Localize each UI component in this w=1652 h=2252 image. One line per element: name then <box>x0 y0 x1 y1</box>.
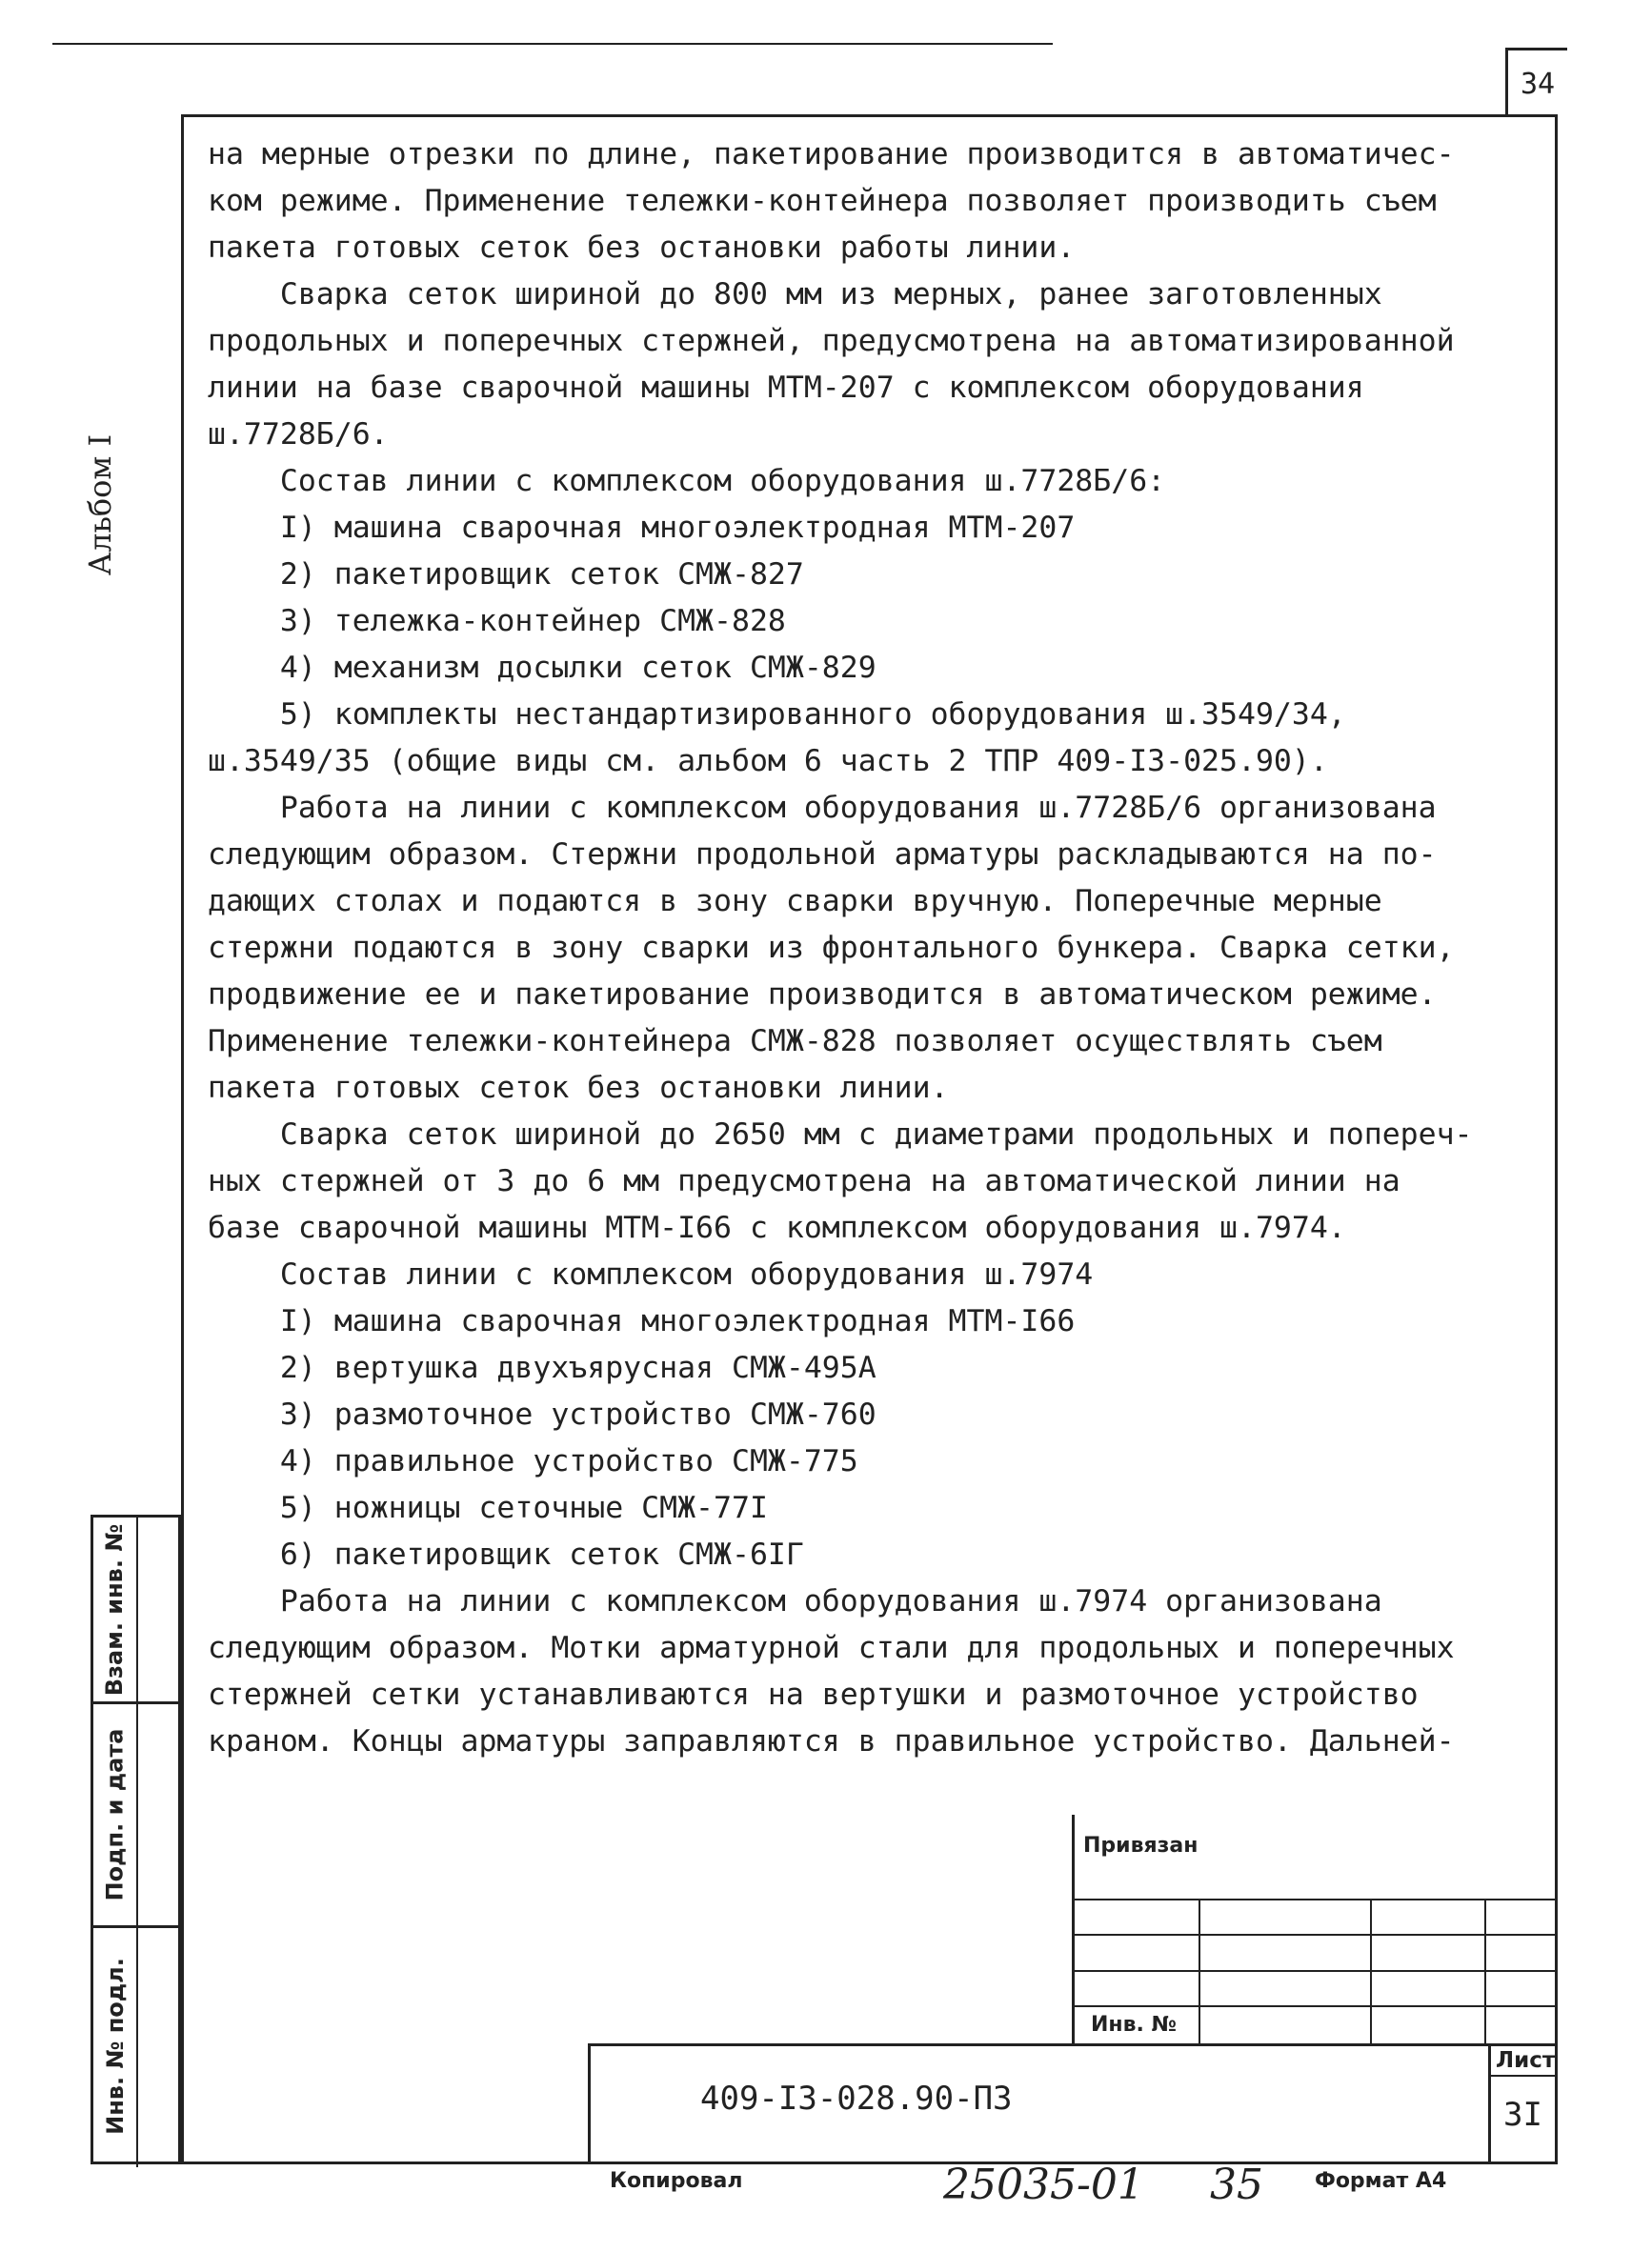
body-line: Применение тележки-контейнера СМЖ-828 позволяет осуществлять съем <box>208 1024 1382 1058</box>
side-cell-podp <box>93 1704 136 1925</box>
album-label-wrap <box>67 410 133 600</box>
body-line: следующим образом. Мотки арматурной стали для продольных и поперечных <box>208 1631 1455 1665</box>
inv-no-label: Инв. № <box>1091 2013 1178 2037</box>
body-line: 6) пакетировщик сеток СМЖ-6IГ <box>208 1538 804 1572</box>
body-line: 4) механизм досылки сеток СМЖ-829 <box>208 651 876 685</box>
body-line: следующим образом. Стержни продольной арматуры раскладываются на по- <box>208 837 1437 872</box>
body-line: Работа на линии с комплексом оборудования ш.7728Б/6 организована <box>208 791 1437 825</box>
body-line: 3) тележка-контейнер СМЖ-828 <box>208 604 786 638</box>
body-line: ком режиме. Применение тележки-контейнера позволяет производить съем <box>208 184 1437 218</box>
body-text <box>208 131 1551 1765</box>
body-line: продольных и поперечных стержней, предусмотрена на автоматизированной <box>208 324 1455 358</box>
sheet-number: 3I <box>1503 2096 1542 2134</box>
body-line: Состав линии с комплексом оборудования ш.7974 <box>208 1257 1094 1292</box>
body-line: Состав линии с комплексом оборудования ш.7728Б/6: <box>208 464 1166 498</box>
body-line: 2) пакетировщик сеток СМЖ-827 <box>208 557 804 592</box>
copied-by-label: Копировал <box>610 2169 743 2193</box>
side-cell-vzam <box>93 1518 136 1701</box>
body-line: стержни подаются в зону сварки из фронтального бункера. Сварка сетки, <box>208 931 1455 965</box>
privyazan-label: Привязан <box>1083 1834 1199 1858</box>
body-line: 3) размоточное устройство СМЖ-760 <box>208 1397 876 1432</box>
body-line: 4) правильное устройство СМЖ-775 <box>208 1444 858 1478</box>
body-line: дающих столах и подаются в зону сварки вручную. Поперечные мерные <box>208 884 1382 918</box>
body-line: базе сварочной машины МТМ-I66 с комплексом оборудования ш.7974. <box>208 1211 1346 1245</box>
side-label-inv: Инв. № подл. <box>101 1958 129 2135</box>
body-line: Работа на линии с комплексом оборудования ш.7974 организована <box>208 1584 1382 1619</box>
body-line: краном. Концы арматуры заправляются в правильное устройство. Дальней- <box>208 1724 1455 1759</box>
body-line: I) машина сварочная многоэлектродная МТМ-I66 <box>208 1304 1076 1338</box>
body-line: 5) ножницы сеточные СМЖ-77I <box>208 1491 768 1525</box>
body-line: на мерные отрезки по длине, пакетирование производится в автоматичес- <box>208 137 1455 171</box>
doc-code: 409-I3-028.90-ПЗ <box>700 2080 1013 2118</box>
side-cell-inv <box>93 1928 136 2164</box>
body-line: ш.3549/35 (общие виды см. альбом 6 часть 2 ТПР 409-I3-025.90). <box>208 744 1328 778</box>
body-line: Сварка сеток шириной до 2650 мм с диаметрами продольных и попереч- <box>208 1117 1473 1152</box>
binding-stamp <box>1072 1815 1558 2043</box>
body-line: 5) комплекты нестандартизированного оборудования ш.3549/34, <box>208 697 1346 732</box>
body-line: линии на базе сварочной машины МТМ-207 с комплексом оборудования <box>208 371 1364 405</box>
title-block <box>588 2043 1558 2164</box>
side-stamp <box>91 1515 181 2164</box>
album-label: Альбом I <box>82 433 118 576</box>
body-line: пакета готовых сеток без остановки работы линии. <box>208 231 1076 265</box>
side-label-podp: Подп. и дата <box>101 1728 129 1901</box>
body-line: пакета готовых сеток без остановки линии. <box>208 1071 949 1105</box>
body-line: стержней сетки устанавливаются на вертушки и размоточное устройство <box>208 1678 1419 1712</box>
body-line: продвижение ее и пакетирование производится в автоматическом режиме. <box>208 977 1437 1012</box>
body-line: 2) вертушка двухъярусная СМЖ-495А <box>208 1351 876 1385</box>
sheet-label: Лист <box>1496 2048 1556 2073</box>
body-line: ных стержней от 3 до 6 мм предусмотрена на автоматической линии на <box>208 1164 1400 1198</box>
body-line: Сварка сеток шириной до 800 мм из мерных, ранее заготовленных <box>208 277 1382 312</box>
handwritten-number: 25035-01 <box>943 2161 1144 2209</box>
top-rule <box>52 43 1053 45</box>
body-line: ш.7728Б/6. <box>208 417 389 452</box>
side-label-vzam: Взам. инв. № <box>101 1523 129 1696</box>
format-label: Формат А4 <box>1315 2169 1447 2193</box>
page-number: 34 <box>1505 48 1567 117</box>
body-line: I) машина сварочная многоэлектродная МТМ-207 <box>208 511 1076 545</box>
handwritten-page: 35 <box>1210 2161 1263 2209</box>
